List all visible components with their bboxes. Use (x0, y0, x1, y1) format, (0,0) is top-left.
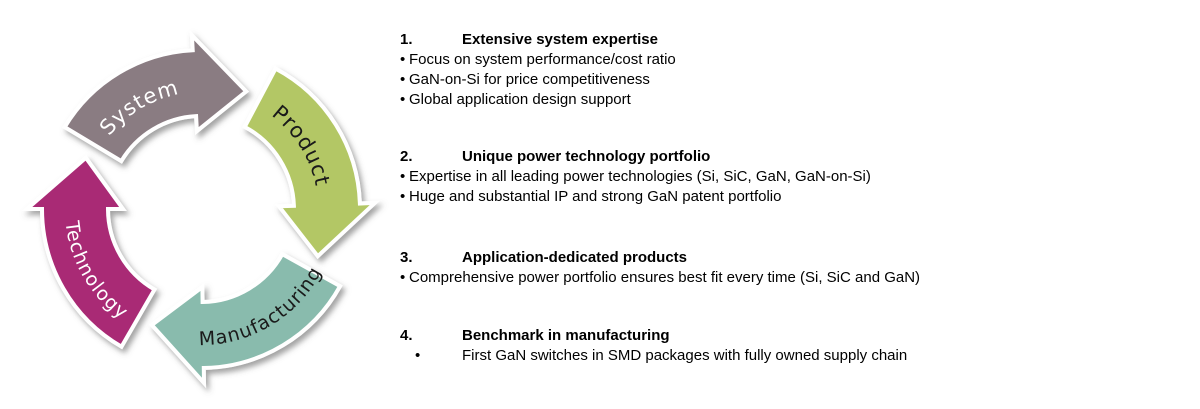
point-section-2 (400, 147, 1190, 207)
point-number: 4. (400, 327, 413, 344)
bullet-marker: • (400, 51, 406, 68)
cycle-arrow-product (245, 69, 375, 257)
bullet-item (400, 90, 1190, 110)
bullet-text: GaN-on-Si for price competitiveness (409, 71, 650, 88)
point-title: Extensive system expertise (462, 31, 658, 48)
bullet-text: Focus on system performance/cost ratio (409, 51, 676, 68)
bullet-item (400, 50, 1190, 70)
point-number: 1. (400, 31, 413, 48)
cycle-arrow-technology (27, 158, 155, 347)
bullet-item (400, 268, 1190, 288)
bullet-item (400, 346, 1190, 366)
point-title: Benchmark in manufacturing (462, 327, 670, 344)
point-heading (400, 30, 1190, 50)
arrow-label: System (94, 75, 182, 140)
bullet-text: First GaN switches in SMD packages with fully owned supply chain (462, 347, 908, 364)
cycle-arrow-system (65, 35, 247, 161)
bullet-text: Comprehensive power portfolio ensures best fit every time (Si, SiC and GaN) (409, 269, 921, 286)
point-number: 2. (400, 148, 413, 165)
point-title: Application-dedicated products (462, 249, 688, 266)
arrow-label: Technology (60, 219, 133, 324)
arrow-label: Manufacturing (198, 262, 327, 351)
point-heading (400, 248, 1190, 268)
arrow-shape (27, 158, 155, 347)
key-points-list (400, 0, 1190, 409)
bullet-marker: • (400, 91, 406, 108)
point-section-4 (400, 326, 1190, 366)
cycle-arrow-manufacturing (152, 254, 340, 383)
point-section-3 (400, 248, 1190, 288)
bullet-marker: • (400, 168, 406, 185)
bullet-text: Huge and substantial IP and strong GaN patent portfolio (409, 188, 782, 205)
point-heading (400, 326, 1190, 346)
bullet-item (400, 70, 1190, 90)
point-section-1 (400, 30, 1190, 110)
point-heading (400, 147, 1190, 167)
bullet-marker: • (400, 71, 406, 88)
bullet-item (400, 187, 1190, 207)
bullet-item (400, 167, 1190, 187)
bullet-marker: • (400, 188, 406, 205)
arrow-label: Product (267, 100, 335, 189)
bullet-marker: • (400, 269, 406, 286)
bullet-text: Expertise in all leading power technologies (Si, SiC, GaN, GaN-on-Si) (409, 168, 871, 185)
point-title: Unique power technology portfolio (462, 148, 711, 165)
cycle-diagram-figure (0, 0, 400, 409)
bullet-marker: • (415, 347, 421, 364)
bullet-text: Global application design support (409, 91, 631, 108)
point-number: 3. (400, 249, 413, 266)
cycle-diagram (0, 0, 400, 409)
